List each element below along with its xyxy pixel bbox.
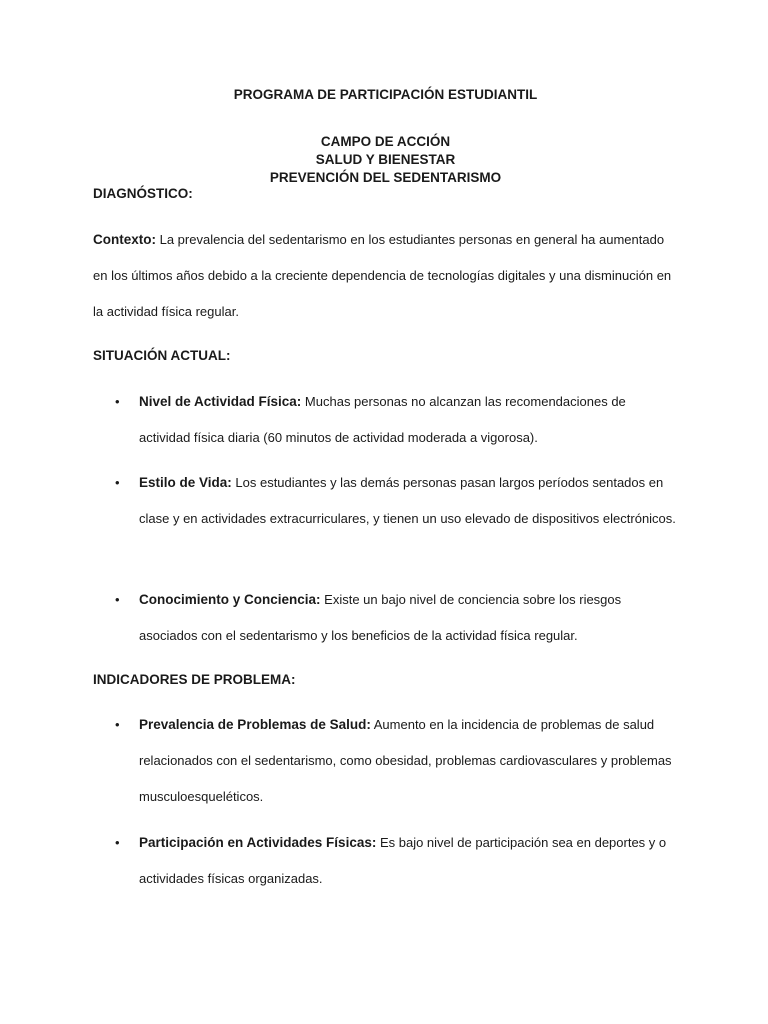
bullet-dot: • <box>115 394 120 409</box>
diagnostico-heading: DIAGNÓSTICO: <box>93 186 193 201</box>
item-label: Conocimiento y Conciencia: <box>139 592 321 607</box>
bullet-dot: • <box>115 835 120 850</box>
situacion-heading: SITUACIÓN ACTUAL: <box>93 348 231 363</box>
item-text: Existe un bajo nivel de conciencia sobre los riesgos asociados con el sedentarismo y los beneficios de la actividad física regular. <box>139 592 622 643</box>
contexto-paragraph <box>93 222 678 330</box>
document-page <box>93 0 678 1024</box>
bullet-dot: • <box>115 717 120 732</box>
bullet-dot: • <box>115 475 120 490</box>
item-label: Participación en Actividades Físicas: <box>139 835 377 850</box>
subtitle-block <box>93 133 678 187</box>
contexto-text: La prevalencia del sedentarismo en los estudiantes personas en general ha aumentado en los últimos años debido a la creciente dependencia de tecnologías digitales y una disminución en la actividad física regular. <box>93 232 672 319</box>
situacion-item-actividad <box>115 384 678 456</box>
situacion-item-estilo <box>115 465 678 537</box>
indicadores-heading: INDICADORES DE PROBLEMA: <box>93 672 296 687</box>
subtitle-prevencion: PREVENCIÓN DEL SEDENTARISMO <box>269 170 502 185</box>
indicador-item-salud <box>115 707 678 815</box>
item-label: Nivel de Actividad Física: <box>139 394 302 409</box>
subtitle-campo: CAMPO DE ACCIÓN <box>320 134 451 149</box>
bullet-dot: • <box>115 592 120 607</box>
subtitle-salud: SALUD Y BIENESTAR <box>315 152 456 167</box>
item-label: Estilo de Vida: <box>139 475 232 490</box>
contexto-label: Contexto: <box>93 232 156 247</box>
item-label: Prevalencia de Problemas de Salud: <box>139 717 371 732</box>
indicador-item-participacion <box>115 825 678 897</box>
document-title: PROGRAMA DE PARTICIPACIÓN ESTUDIANTIL <box>233 87 538 102</box>
item-text: Aumento en la incidencia de problemas de salud relacionados con el sedentarismo, como obesidad, problemas cardiovasculares y problemas musculoesqueléticos. <box>139 717 672 804</box>
item-text: Muchas personas no alcanzan las recomendaciones de actividad física diaria (60 minutos de actividad moderada a vigorosa). <box>139 394 626 445</box>
item-text: Es bajo nivel de participación sea en deportes y o actividades físicas organizadas. <box>139 835 667 886</box>
item-text: Los estudiantes y las demás personas pasan largos períodos sentados en clase y en actividades extracurriculares, y tienen un uso elevado de dispositivos electrónicos. <box>139 475 676 526</box>
situacion-item-conocimiento <box>115 582 678 654</box>
